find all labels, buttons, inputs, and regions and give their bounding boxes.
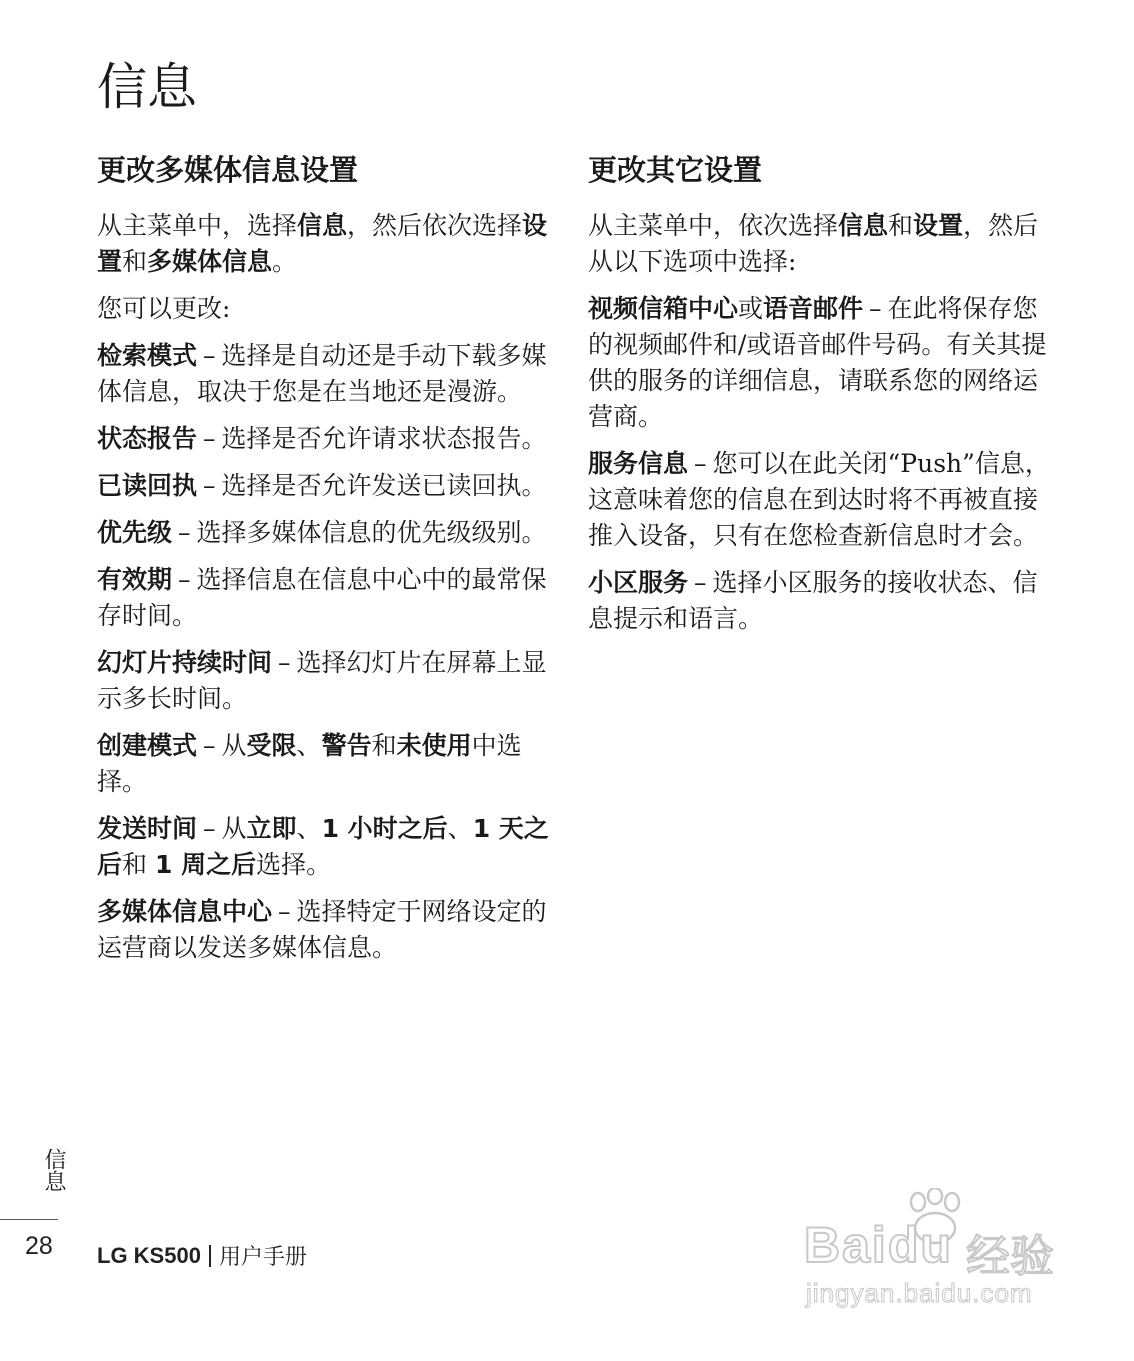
bold-term: 未使用 [396, 731, 472, 760]
dash-separator: – [203, 471, 216, 500]
text-run: 或 [738, 294, 764, 323]
dash-separator: – [869, 294, 882, 323]
setting-item [97, 562, 557, 634]
bold-term: 有效期 [97, 565, 173, 594]
dash-separator: – [203, 814, 216, 843]
text-run: 从 [221, 814, 247, 843]
bold-term: 优先级 [97, 518, 173, 547]
text-run: 、 [296, 731, 322, 760]
bold-term: 视频信箱中心 [588, 294, 739, 323]
setting-item [97, 645, 557, 717]
dash-separator: – [278, 897, 291, 926]
bold-term: 小区服务 [588, 568, 689, 597]
dash-separator: – [278, 648, 291, 677]
text-run: 从主菜单中，选择 [97, 211, 298, 240]
setting-item [588, 565, 1058, 637]
text-run: 选择是否允许发送已读回执。 [221, 471, 547, 500]
text-run: 您可以在此关闭“Push”信息，这意味着您的信息在到达时将不再被直接推入设备，只有在您检查新信息时才会。 [588, 449, 1050, 550]
bold-term: 发送时间 [97, 814, 198, 843]
text-run: 和 [888, 211, 914, 240]
setting-item [97, 811, 557, 883]
text-run: 选择小区服务的接收状态、信息提示和语言。 [588, 568, 1038, 633]
text-run: 选择。 [256, 850, 332, 879]
text-run: 。 [272, 247, 298, 276]
text-run: 选择幻灯片在屏幕上显示多长时间。 [97, 648, 547, 713]
left-intro [97, 208, 557, 280]
setting-item [97, 421, 557, 457]
text-run: 和 [371, 731, 397, 760]
setting-item [588, 446, 1058, 554]
bold-term: 多媒体信息中心 [97, 897, 273, 926]
bold-term: 立即 [246, 814, 297, 843]
footer [97, 1240, 307, 1271]
text-run: 选择信息在信息中心中的最常保存时间。 [97, 565, 547, 630]
text-run: 、 [296, 814, 322, 843]
bold-term: 创建模式 [97, 731, 198, 760]
bold-term: 1 天之后 [97, 814, 549, 879]
dash-separator: – [203, 424, 216, 453]
bold-term: 警告 [321, 731, 372, 760]
dash-separator: – [178, 565, 191, 594]
footer-separator [209, 1245, 211, 1267]
bold-term: 多媒体信息 [147, 247, 273, 276]
dash-separator: – [203, 341, 216, 370]
bold-term: 1 周之后 [154, 850, 257, 879]
right-column [588, 150, 1058, 648]
bold-term: 检索模式 [97, 341, 198, 370]
text-run: 、 [447, 814, 473, 843]
bold-term: 服务信息 [588, 449, 689, 478]
bold-term: 信息 [838, 211, 889, 240]
bold-term: 语音邮件 [763, 294, 864, 323]
dash-separator: – [178, 518, 191, 547]
dash-separator: – [694, 449, 707, 478]
can-change-label: 您可以更改: [97, 294, 231, 323]
text-run: 选择是自动还是手动下载多媒体信息，取决于您是在当地还是漫游。 [97, 341, 547, 406]
setting-item [97, 468, 557, 504]
bold-term: 已读回执 [97, 471, 198, 500]
text-run: 选择是否允许请求状态报告。 [221, 424, 547, 453]
setting-item [97, 728, 557, 800]
bold-term: 设置 [97, 211, 548, 276]
section-title-mms-settings: 更改多媒体信息设置 [97, 153, 359, 187]
baidu-jingyan-watermark [800, 1188, 1080, 1318]
bold-term: 设置 [913, 211, 964, 240]
dash-separator: – [694, 568, 707, 597]
right-intro [588, 208, 1058, 280]
text-run: 选择特定于网络设定的运营商以发送多媒体信息。 [97, 897, 547, 962]
setting-item [97, 515, 557, 551]
right-setting-list [588, 291, 1058, 637]
left-column [97, 150, 557, 977]
side-divider [0, 1219, 58, 1220]
setting-item [97, 894, 557, 966]
bold-term: 1 小时之后 [321, 814, 448, 843]
text-run: 从 [221, 731, 247, 760]
setting-item [97, 338, 557, 410]
text-run: ，然后依次选择 [347, 211, 523, 240]
page-number: 28 [25, 1232, 53, 1260]
text-run: 在此将保存您的视频邮件和/或语音邮件号码。有关其提供的服务的详细信息，请联系您的网络运营商。 [588, 294, 1047, 431]
footer-manual: 用户手册 [218, 1244, 307, 1269]
text-run: 和 [122, 850, 155, 879]
footer-model: LG KS500 [97, 1242, 201, 1268]
text-run: 中选择。 [97, 731, 522, 796]
bold-term: 状态报告 [97, 424, 198, 453]
watermark-brand: Baidu [804, 1217, 953, 1273]
text-run: 和 [122, 247, 148, 276]
text-run: ，然后从以下选项中选择: [588, 211, 1039, 276]
side-chapter-tab: 信息 [41, 1148, 66, 1192]
left-setting-list [97, 338, 557, 966]
watermark-url: jingyan.baidu.com [806, 1278, 1033, 1308]
watermark-brand-cn: 经验 [966, 1231, 1054, 1282]
bold-term: 受限 [246, 731, 297, 760]
setting-item [588, 291, 1058, 435]
section-title-other-settings: 更改其它设置 [588, 153, 763, 187]
dash-separator: – [203, 731, 216, 760]
bold-term: 幻灯片持续时间 [97, 648, 273, 677]
text-run: 选择多媒体信息的优先级级别。 [196, 518, 547, 547]
bold-term: 信息 [297, 211, 348, 240]
page-title: 信息 [97, 58, 197, 116]
text-run: 从主菜单中，依次选择 [588, 211, 839, 240]
